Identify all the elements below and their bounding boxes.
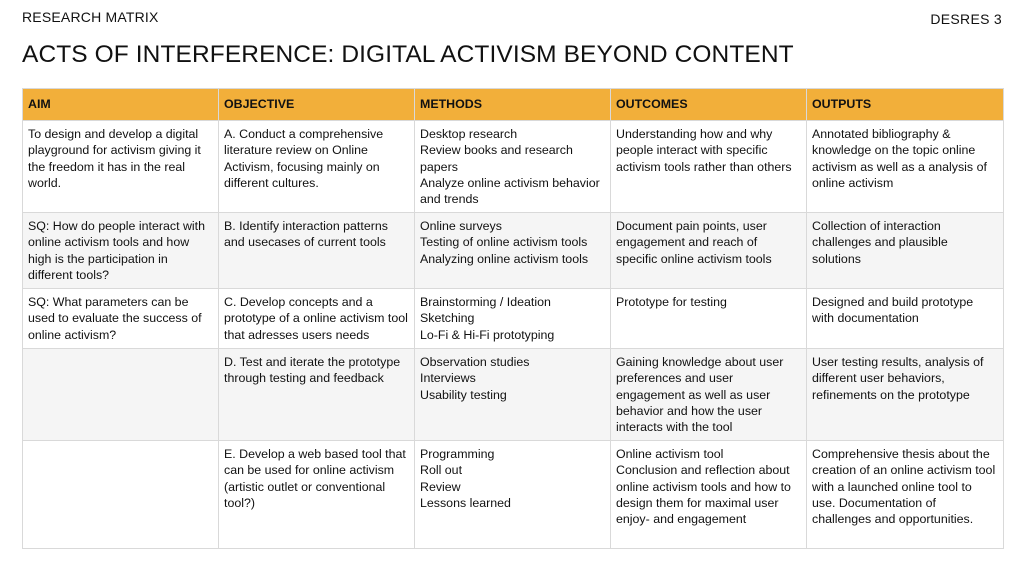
- cell-outputs: Collection of interaction challenges and plausible solutions: [807, 213, 1004, 289]
- cell-outcomes: Document pain points, user engagement and reach of specific online activism tools: [611, 213, 807, 289]
- cell-objective: A. Conduct a comprehensive literature review on Online Activism, focusing mainly on different cultures.: [219, 121, 415, 213]
- slide-section-label: RESEARCH MATRIX: [22, 9, 159, 25]
- cell-outcomes: [611, 441, 807, 549]
- cell-objective: D. Test and iterate the prototype through testing and feedback: [219, 349, 415, 441]
- outcome-item: Conclusion and reflection about online activism tools and how to design them for maximal user enjoy- and engagement: [616, 463, 791, 527]
- method-item: Desktop research: [420, 127, 518, 141]
- cell-methods: [415, 213, 611, 289]
- cell-aim: [23, 349, 219, 441]
- cell-objective: C. Develop concepts and a prototype of a online activism tool that adresses users needs: [219, 289, 415, 349]
- cell-methods: [415, 121, 611, 213]
- cell-outcomes: Understanding how and why people interact with specific activism tools rather than others: [611, 121, 807, 213]
- column-header-aim: AIM: [23, 89, 219, 121]
- method-item: Sketching: [420, 311, 475, 326]
- table-row: [23, 441, 1004, 549]
- cell-methods: [415, 441, 611, 549]
- table-row: [23, 289, 1004, 349]
- method-item: Analyzing online activism tools: [420, 251, 589, 266]
- method-item: Roll out: [420, 463, 463, 478]
- cell-aim: [23, 441, 219, 549]
- course-code-label: DESRES 3: [930, 11, 1002, 27]
- cell-objective: E. Develop a web based tool that can be used for online activism (artistic outlet or conventional tool?): [219, 441, 415, 549]
- column-header-methods: METHODS: [415, 89, 611, 121]
- cell-aim: SQ: What parameters can be used to evaluate the success of online activism?: [23, 289, 219, 349]
- method-item: Lessons learned: [420, 495, 511, 510]
- cell-outputs: Annotated bibliography & knowledge on the topic online activism as well as a analysis of online activism: [807, 121, 1004, 213]
- cell-outputs: Comprehensive thesis about the creation of an online activism tool with a launched online tool to use. Documentation of challenges and opportunities.: [807, 441, 1004, 549]
- method-item: Analyze online activism behavior and trends: [420, 175, 600, 207]
- cell-outputs: Designed and build prototype with documentation: [807, 289, 1004, 349]
- method-item: Brainstorming / Ideation: [420, 295, 551, 309]
- column-header-outcomes: OUTCOMES: [611, 89, 807, 121]
- cell-aim: To design and develop a digital playground for activism giving it the freedom it has in the real world.: [23, 121, 219, 213]
- cell-objective: B. Identify interaction patterns and usecases of current tools: [219, 213, 415, 289]
- table-row: [23, 121, 1004, 213]
- method-item: Online surveys: [420, 219, 502, 233]
- table-row: [23, 213, 1004, 289]
- method-item: Observation studies: [420, 355, 530, 369]
- table-row: [23, 349, 1004, 441]
- method-item: Usability testing: [420, 387, 507, 402]
- column-header-outputs: OUTPUTS: [807, 89, 1004, 121]
- method-item: Lo-Fi & Hi-Fi prototyping: [420, 327, 555, 342]
- cell-methods: [415, 349, 611, 441]
- cell-outputs: User testing results, analysis of different user behaviors, refinements on the prototype: [807, 349, 1004, 441]
- cell-outcomes: Prototype for testing: [611, 289, 807, 349]
- outcome-item: Online activism tool: [616, 447, 724, 461]
- column-header-objective: OBJECTIVE: [219, 89, 415, 121]
- method-item: Review: [420, 479, 461, 494]
- cell-outcomes: Gaining knowledge about user preferences and user engagement as well as user behavior and how the user interacts with the tool: [611, 349, 807, 441]
- research-matrix-table: [22, 88, 1004, 549]
- method-item: Review books and research papers: [420, 143, 573, 174]
- method-item: Interviews: [420, 371, 476, 386]
- method-item: Programming: [420, 447, 495, 461]
- page-title: ACTS OF INTERFERENCE: DIGITAL ACTIVISM BEYOND CONTENT: [22, 41, 794, 68]
- method-item: Testing of online activism tools: [420, 235, 588, 250]
- cell-aim: SQ: How do people interact with online activism tools and how high is the participation in different tools?: [23, 213, 219, 289]
- table-header-row: [23, 89, 1004, 121]
- cell-methods: [415, 289, 611, 349]
